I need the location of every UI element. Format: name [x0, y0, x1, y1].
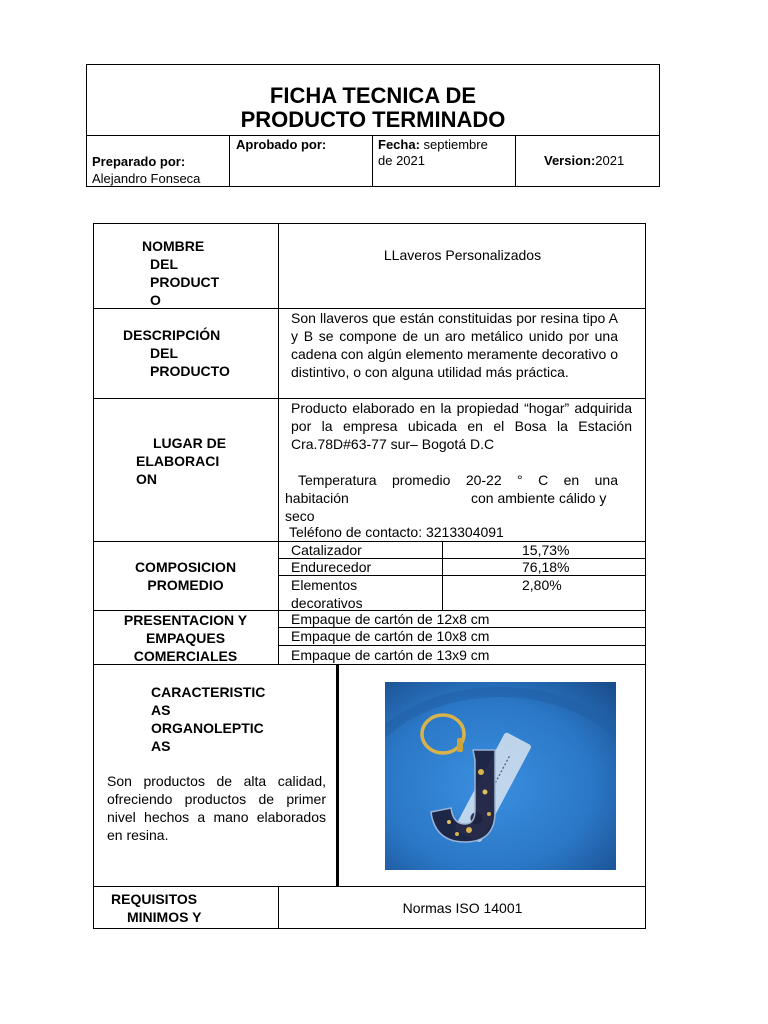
approved-by-label: Aprobado por: — [236, 137, 327, 152]
organoleptic-label — [151, 683, 331, 755]
presentation-label-line: PRESENTACION Y — [123, 612, 248, 628]
presentation-item: Empaque de cartón de 12x8 cm — [291, 611, 490, 627]
description-label-line: DESCRIPCIÓN — [123, 327, 221, 343]
name-label-line: O — [150, 292, 161, 308]
composition-col-divider — [442, 541, 443, 610]
place-label-line: ELABORACI — [136, 453, 220, 469]
composition-label-line: COMPOSICION — [134, 559, 237, 575]
header-divider — [86, 135, 660, 136]
organoleptic-label-line: ORGANOLEPTIC — [151, 720, 264, 736]
header-col-2 — [372, 135, 373, 187]
organoleptic-label-line: AS — [151, 738, 171, 754]
composition-item-name: Endurecedor — [291, 559, 372, 575]
document-title — [86, 84, 660, 132]
name-label-line: NOMBRE — [142, 238, 205, 254]
version-value: 2021 — [595, 153, 625, 168]
header-col-1 — [229, 135, 230, 187]
row-divider — [93, 886, 646, 887]
prepared-by-value: Alejandro Fonseca — [92, 171, 201, 186]
organoleptic-divider — [336, 664, 339, 886]
prepared-by-label: Preparado por: — [92, 154, 186, 169]
temperature-line-2 — [285, 489, 618, 507]
keychain-photo — [385, 682, 616, 870]
organoleptic-label-line: CARACTERISTIC — [151, 684, 266, 700]
presentation-label-line: EMPAQUES — [145, 630, 226, 646]
title-line-2: PRODUCTO TERMINADO — [240, 107, 506, 132]
version-label: Version: — [544, 153, 596, 168]
composition-item-value: 15,73% — [522, 542, 570, 558]
name-label — [142, 237, 272, 309]
version-field — [544, 153, 624, 169]
composition-item-name: Elementos decorativos — [291, 577, 363, 611]
header-col-3 — [515, 135, 516, 187]
place-address: Producto elaborado en la propiedad “hogar” adquirida por la empresa ubicada en el Bosa la Estación Cra.78D#63-77 sur– Bogotá D.C — [291, 400, 632, 452]
requirements-label-line: REQUISITOS — [111, 891, 198, 907]
place-temperature — [285, 471, 618, 525]
requirements-label-line: MINIMOS Y — [127, 909, 202, 925]
description-label-line: PRODUCTO — [150, 363, 230, 379]
product-description: Son llaveros que están constituidas por resina tipo A y B se compone de un aro metálico unido por una cadena con algún elemento meramente decorativo o distintivo, o con alguna utilidad más práctica. — [291, 310, 618, 380]
date-value-2: de 2021 — [378, 153, 425, 168]
label-column-divider — [278, 223, 279, 664]
date-label: Fecha: — [378, 137, 420, 152]
product-photo — [385, 682, 616, 870]
composition-item-name: Catalizador — [291, 542, 362, 558]
name-label-line: PRODUCT — [150, 274, 220, 290]
product-name: LLaveros Personalizados — [383, 247, 542, 263]
place-label-line: LUGAR DE — [153, 435, 227, 451]
presentation-label-line: COMERCIALES — [133, 648, 238, 664]
requirements-label — [111, 890, 276, 926]
description-label — [123, 326, 273, 380]
contact-phone: Teléfono de contacto: 3213304091 — [289, 524, 504, 540]
organoleptic-label-line: AS — [151, 702, 171, 718]
requirements-value: Normas ISO 14001 — [402, 900, 523, 916]
presentation-item: Empaque de cartón de 13x9 cm — [291, 647, 490, 663]
composition-item-value: 2,80% — [522, 577, 562, 593]
composition-label — [93, 558, 278, 594]
temperature-line-3: seco — [285, 508, 315, 524]
place-label — [136, 434, 276, 488]
name-label-line: DEL — [150, 256, 178, 272]
temperature-room: habitación — [285, 490, 349, 506]
composition-item-value: 76,18% — [522, 559, 570, 575]
place-label-line: ON — [136, 471, 157, 487]
presentation-label — [93, 611, 278, 665]
description-label-line: DEL — [150, 345, 178, 361]
date-field — [378, 137, 513, 169]
temperature-ambient: con ambiente cálido y — [471, 490, 607, 506]
organoleptic-description: Son productos de alta calidad, ofreciendo productos de primer nivel hechos a mano elaborados en resina. — [107, 773, 326, 843]
date-value-1: septiembre — [423, 137, 488, 152]
title-line-1: FICHA TECNICA DE — [269, 83, 477, 108]
temperature-line-1: Temperatura promedio 20-22 ° C en una — [298, 472, 618, 488]
presentation-item: Empaque de cartón de 10x8 cm — [291, 628, 490, 644]
composition-label-line: PROMEDIO — [147, 577, 224, 593]
